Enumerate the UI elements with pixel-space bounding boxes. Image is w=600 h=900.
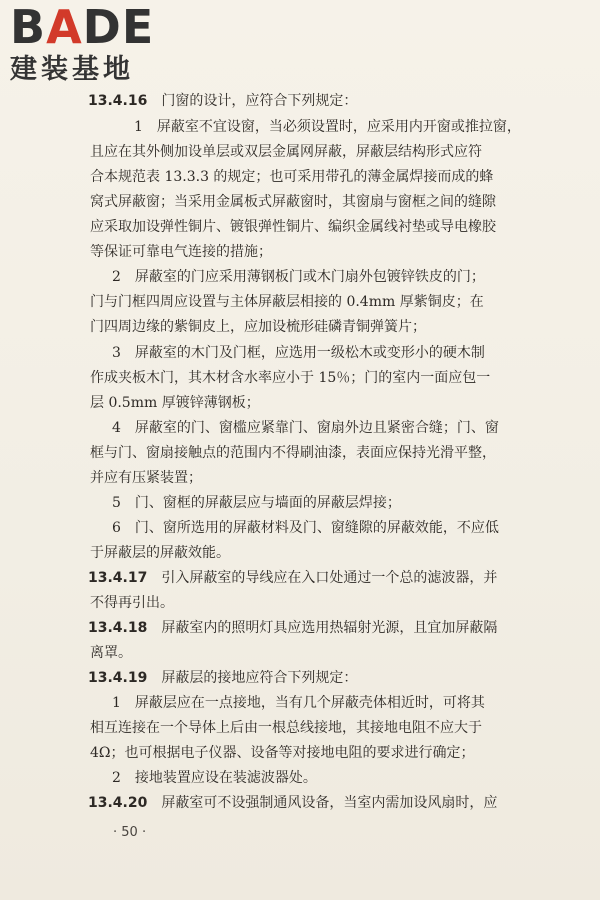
text-line: 框与门、窗扇接触点的范围内不得刷油漆，表面应保持光滑平整， bbox=[90, 445, 496, 461]
text-line: 4 屏蔽室的门、窗槛应紧靠门、窗扇外边且紧密合缝；门、窗 bbox=[112, 420, 499, 436]
text-line: 2 接地装置应设在装滤波器处。 bbox=[112, 770, 317, 786]
text-line: 4Ω；也可根据电子仪器、设备等对接地电阻的要求进行确定； bbox=[90, 745, 475, 761]
text-line: 6 门、窗所选用的屏蔽材料及门、窗缝隙的屏蔽效能，不应低 bbox=[112, 520, 499, 536]
text-line: 13.4.20 屏蔽室可不设强制通风设备，当室内需加设风扇时，应 bbox=[88, 795, 498, 811]
text-line: 相互连接在一个导体上后由一根总线接地，其接地电阻不应大于 bbox=[90, 720, 482, 736]
text-line: 门四周边缘的紫铜皮上，应加设梳形硅磷青铜弹簧片； bbox=[90, 319, 426, 335]
text-line: 离罩。 bbox=[90, 645, 132, 661]
text-line: 且应在其外侧加设单层或双层金属网屏蔽，屏蔽层结构形式应符 bbox=[90, 144, 482, 160]
text-line: 应采取加设弹性铜片、镀银弹性铜片、编织金属线衬垫或导电橡胶 bbox=[90, 219, 496, 235]
text-line: 门与门框四周应设置与主体屏蔽层相接的 0.4mm 厚紫铜皮；在 bbox=[90, 294, 484, 310]
text-line: 窝式屏蔽窗；当采用金属板式屏蔽窗时，其窗扇与窗框之间的缝隙 bbox=[90, 194, 496, 210]
text-line: 13.4.16 门窗的设计，应符合下列规定： bbox=[88, 93, 358, 109]
logo-chinese-name: 建装基地 bbox=[10, 54, 134, 85]
text-line: 于屏蔽层的屏蔽效能。 bbox=[90, 545, 230, 561]
text-line: 13.4.18 屏蔽室内的照明灯具应选用热辐射光源，且宜加屏蔽隔 bbox=[88, 620, 498, 636]
logo-wordmark: BADE bbox=[10, 0, 155, 54]
text-line: 13.4.17 引入屏蔽室的导线应在入口处通过一个总的滤波器，并 bbox=[88, 570, 498, 586]
text-line: 作成夹板木门，其木材含水率应小于 15％；门的室内一面应包一 bbox=[90, 370, 491, 386]
text-line: 等保证可靠电气连接的措施； bbox=[90, 244, 272, 260]
page-number: · 50 · bbox=[113, 825, 147, 840]
text-line: 不得再引出。 bbox=[90, 595, 174, 611]
text-line: 层 0.5mm 厚镀锌薄钢板； bbox=[90, 395, 260, 411]
text-line: 5 门、窗框的屏蔽层应与墙面的屏蔽层焊接； bbox=[112, 495, 401, 511]
text-line: 并应有压紧装置； bbox=[90, 470, 202, 486]
text-line: 3 屏蔽室的木门及门框，应选用一级松木或变形小的硬木制 bbox=[112, 345, 485, 361]
text-line: 2 屏蔽室的门应采用薄钢板门或木门扇外包镀锌铁皮的门； bbox=[112, 269, 485, 285]
text-line: 13.4.19 屏蔽层的接地应符合下列规定： bbox=[88, 670, 358, 686]
text-line: 1 屏蔽层应在一点接地，当有几个屏蔽壳体相近时，可将其 bbox=[112, 695, 485, 711]
text-line: 合本规范表 13.3.3 的规定；也可采用带孔的薄金属焊接而成的蜂 bbox=[90, 169, 494, 185]
text-line: 1 屏蔽室不宜设窗，当必须设置时，应采用内开窗或推拉窗， bbox=[134, 119, 521, 135]
